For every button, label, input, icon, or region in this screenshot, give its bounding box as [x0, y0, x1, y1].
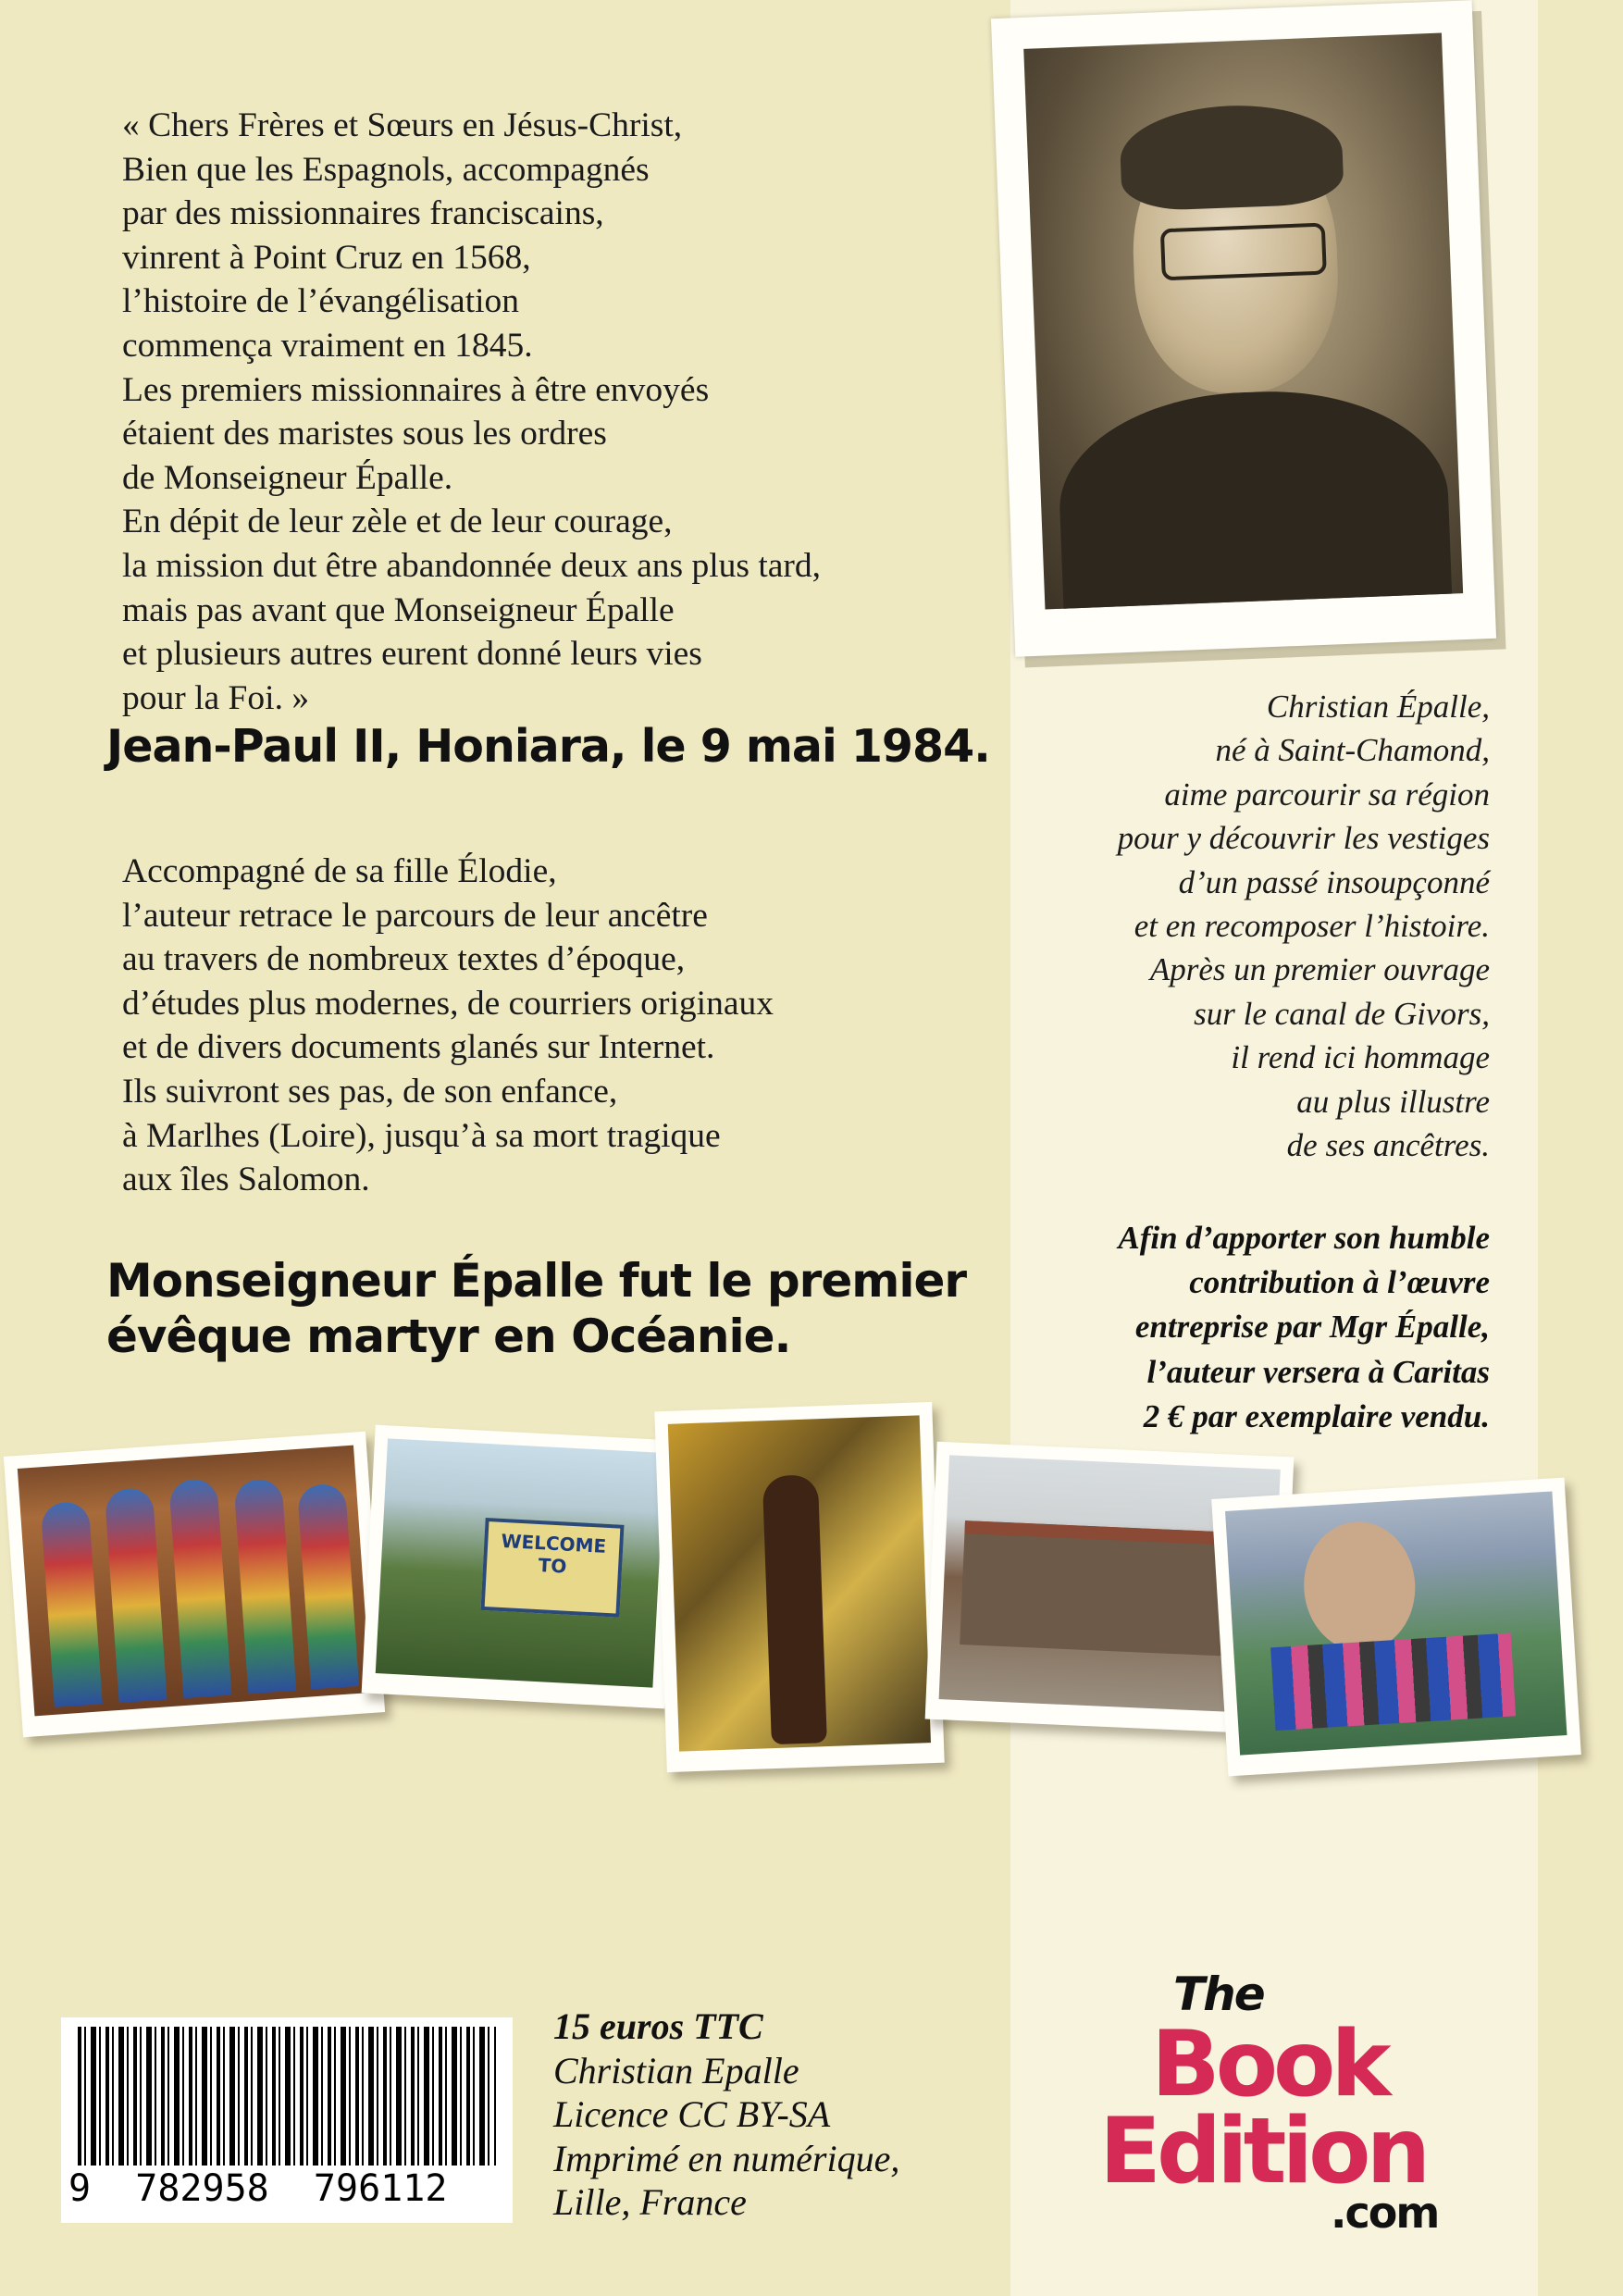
dance-performance-photo — [1211, 1478, 1581, 1777]
colophon-printing: Imprimé en numérique, — [553, 2137, 900, 2179]
logo-book: Book — [1151, 2012, 1387, 2117]
colophon-author: Christian Epalle — [553, 2049, 799, 2091]
colophon-license: Licence CC BY-SA — [553, 2093, 831, 2136]
logo-edition: Edition — [1099, 2099, 1427, 2204]
donation-note: Afin d’apporter son humble contribution à l’œuvre entreprise par Mgr Épalle, l’auteur versera à Caritas 2 € par exemplaire vendu. — [1118, 1220, 1490, 1434]
stained-glass-window — [297, 1483, 359, 1689]
stained-glass-photo — [4, 1432, 385, 1738]
wooden-statue — [762, 1474, 827, 1744]
wooden-statue-image — [668, 1415, 931, 1751]
stone-house — [960, 1520, 1243, 1657]
stained-glass-window — [105, 1487, 167, 1703]
stained-glass-image — [18, 1446, 371, 1717]
headline: Monseigneur Épalle fut le premier évêque martyr en Océanie. — [106, 1254, 967, 1363]
portrait-shirt — [1056, 385, 1453, 610]
papal-quote: « Chers Frères et Sœurs en Jésus-Christ, Bien que les Espagnols, accompagnés par des missionnaires franciscains, vinrent à Point Cruz en 1568, l’histoire de l’évangélisation commença vraiment en 1845. Les premiers missionnaires à être envoyés étaient des maristes sous les ordres de Monseigneur Épalle. En dépit de leur zèle et de leur courage, la mission dut être abandonnée deux ans plus tard, mais pas avant que Monseigneur Épalle et plusieurs autres eurent donné leurs vies pour la Foi. » — [122, 106, 822, 717]
publisher-logo — [1099, 1967, 1469, 2236]
isbn-barcode — [61, 2017, 513, 2223]
welcome-sign-photo — [362, 1425, 679, 1709]
barcode-bars — [78, 2027, 496, 2166]
colophon-location: Lille, France — [553, 2181, 747, 2224]
author-bio: Christian Épalle, né à Saint-Chamond, aime parcourir sa région pour y découvrir les vestiges d’un passé insoupçonné et en recomposer l’histoire. Après un premier ouvrage sur le canal de Givors, il rend ici hommage au plus illustre de ses ancêtres. — [1117, 689, 1490, 1164]
welcome-sign-image — [376, 1438, 665, 1687]
dancers — [1270, 1632, 1516, 1731]
author-portrait-image — [1023, 33, 1463, 610]
stained-glass-window — [41, 1501, 103, 1707]
welcome-sign: WELCOME TO — [480, 1518, 624, 1618]
portrait-glasses — [1160, 223, 1327, 281]
mural-portrait — [1300, 1519, 1419, 1655]
price: 15 euros TTC — [553, 2005, 763, 2047]
logo-the: The — [1173, 1967, 1264, 2021]
quote-attribution: Jean-Paul II, Honiara, le 9 mai 1984. — [106, 720, 990, 773]
barcode-digits: 9 782958 796112 — [68, 2167, 448, 2210]
portrait-hair — [1119, 102, 1344, 212]
wooden-statue-photo — [654, 1402, 944, 1772]
book-summary: Accompagné de sa fille Élodie, l’auteur retrace le parcours de leur ancêtre au travers de nombreux textes d’époque, d’études plus modernes, de courriers originaux et de divers documents glanés sur Internet. Ils suivront ses pas, de son enfance, à Marlhes (Loire), jusqu’à sa mort tragique aux îles Salomon. — [122, 852, 774, 1199]
colophon — [553, 2004, 1035, 2225]
author-portrait-photo — [991, 0, 1496, 656]
stained-glass-window — [233, 1478, 296, 1694]
logo-com: .com — [1331, 2188, 1439, 2238]
dance-performance-image — [1225, 1491, 1567, 1755]
stained-glass-window — [168, 1478, 231, 1698]
